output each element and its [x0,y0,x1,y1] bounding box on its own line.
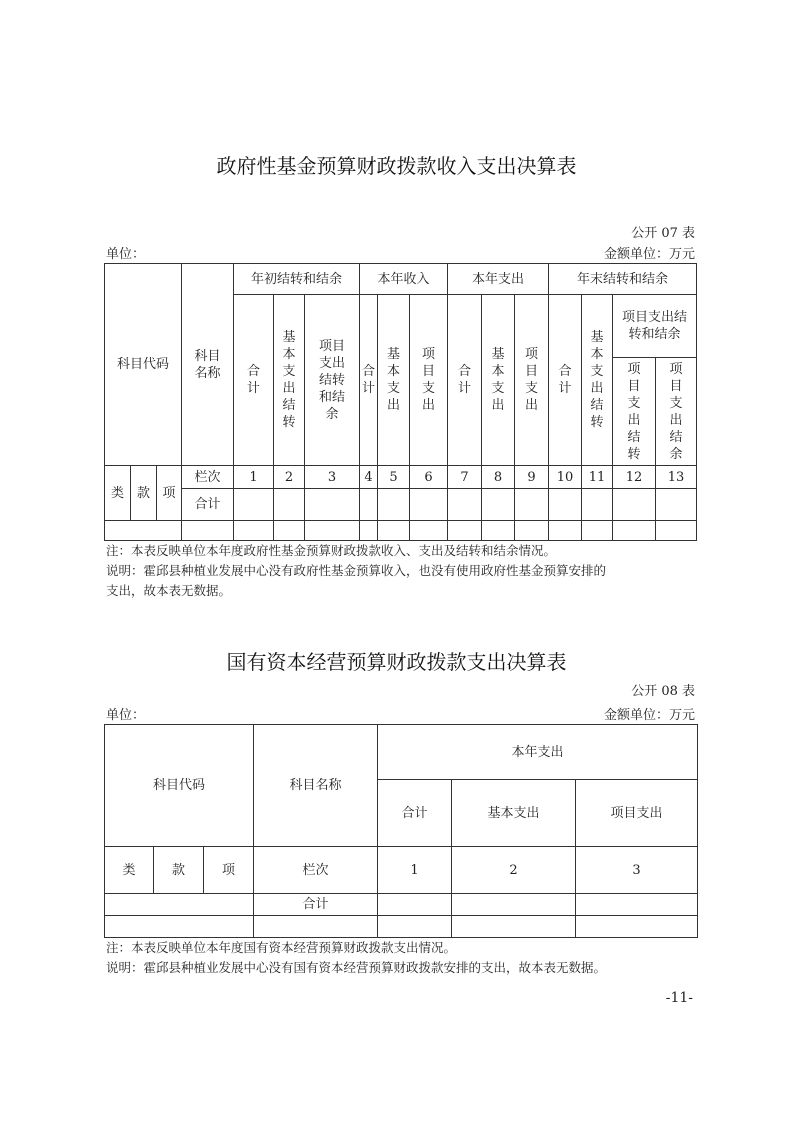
header-end-basic-carry: 基本支出结转 [582,295,613,466]
table1-empty-row [105,521,697,541]
header-income-basic: 基本支出 [378,295,410,466]
col-no-4: 4 [360,466,378,489]
table1 [104,263,697,541]
t2-col-no-1: 1 [378,847,452,894]
col-no-9: 9 [515,466,549,489]
table2 [104,724,698,938]
header-income-total: 合计 [360,295,378,466]
table1-title: 政府性基金预算财政拨款收入支出决算表 [216,154,577,178]
col-no-8: 8 [482,466,515,489]
header-begin-basic-carry: 基本支出结转 [274,295,305,466]
t2-header-total: 合计 [378,780,452,847]
t2-cell-xiang: 项 [204,847,254,894]
header-begin-total: 合计 [234,295,274,466]
table2-amount-unit: 金额单位：万元 [603,708,695,723]
table1-explanation-2: 支出，故本表无数据。 [106,583,232,598]
header-subject-name: 科目名称 [182,264,234,466]
table2-note: 注：本表反映单位本年度国有资本经营预算财政拨款支出情况。 [106,940,457,955]
table2-notes [106,938,726,978]
header-expense-total: 合计 [448,295,482,466]
col-no-10: 10 [549,466,582,489]
header-group-begin: 年初结转和结余 [234,264,360,295]
col-no-7: 7 [448,466,482,489]
t2-header-basic: 基本支出 [452,780,576,847]
table2-sum-row [105,894,698,916]
table2-unit-label: 单位： [106,708,146,723]
table1-notes [106,541,706,601]
cell-column-no: 栏次 [182,466,234,489]
t2-header-project: 项目支出 [576,780,698,847]
header-income-project: 项目支出 [410,295,448,466]
cell-lei: 类 [105,466,131,521]
header-end-project-balance: 项目支出结余 [656,358,697,466]
header-begin-project-carry-balance: 项目支出结转和结余 [305,295,360,466]
col-no-13: 13 [656,466,697,489]
col-no-5: 5 [378,466,410,489]
t2-cell-sum: 合计 [254,894,378,916]
table1-amount-unit: 金额单位：万元 [603,247,695,262]
table1-sum-row [105,489,697,521]
header-group-end: 年末结转和结余 [549,264,697,295]
t2-cell-lei: 类 [105,847,154,894]
table1-code: 公开 07 表 [631,226,695,241]
cell-kuan: 款 [131,466,157,521]
header-end-total: 合计 [549,295,582,466]
header-subject-code: 科目代码 [105,264,182,466]
table2-code: 公开 08 表 [631,684,695,699]
header-group-income: 本年收入 [360,264,448,295]
header-expense-basic: 基本支出 [482,295,515,466]
table2-explanation: 说明：霍邱县种植业发展中心没有国有资本经营预算财政拨款安排的支出，故本表无数据。 [106,960,607,975]
page-number: -11- [665,990,693,1006]
table2-empty-row [105,916,698,938]
header-group-expense: 本年支出 [448,264,549,295]
t2-header-group-expense: 本年支出 [378,725,698,780]
table1-unit-label: 单位： [106,247,146,262]
table1-note: 注：本表反映单位本年度政府性基金预算财政拨款收入、支出及结转和结余情况。 [106,543,557,558]
cell-xiang: 项 [157,466,182,521]
col-no-11: 11 [582,466,613,489]
t2-cell-kuan: 款 [154,847,204,894]
header-expense-project: 项目支出 [515,295,549,466]
table2-title: 国有资本经营预算财政拨款支出决算表 [226,650,567,674]
col-no-12: 12 [613,466,656,489]
t2-header-subject-name: 科目名称 [254,725,378,847]
header-end-project-carry: 项目支出结转 [613,358,656,466]
col-no-2: 2 [274,466,305,489]
t2-col-no-3: 3 [576,847,698,894]
t2-col-no-2: 2 [452,847,576,894]
t2-header-subject-code: 科目代码 [105,725,254,847]
header-end-project-group: 项目支出结转和结余 [613,295,697,358]
col-no-6: 6 [410,466,448,489]
t2-cell-column-no: 栏次 [254,847,378,894]
cell-sum: 合计 [182,489,234,521]
col-no-3: 3 [305,466,360,489]
col-no-1: 1 [234,466,274,489]
table1-explanation-1: 说明：霍邱县种植业发展中心没有政府性基金预算收入，也没有使用政府性基金预算安排的 [106,563,607,578]
